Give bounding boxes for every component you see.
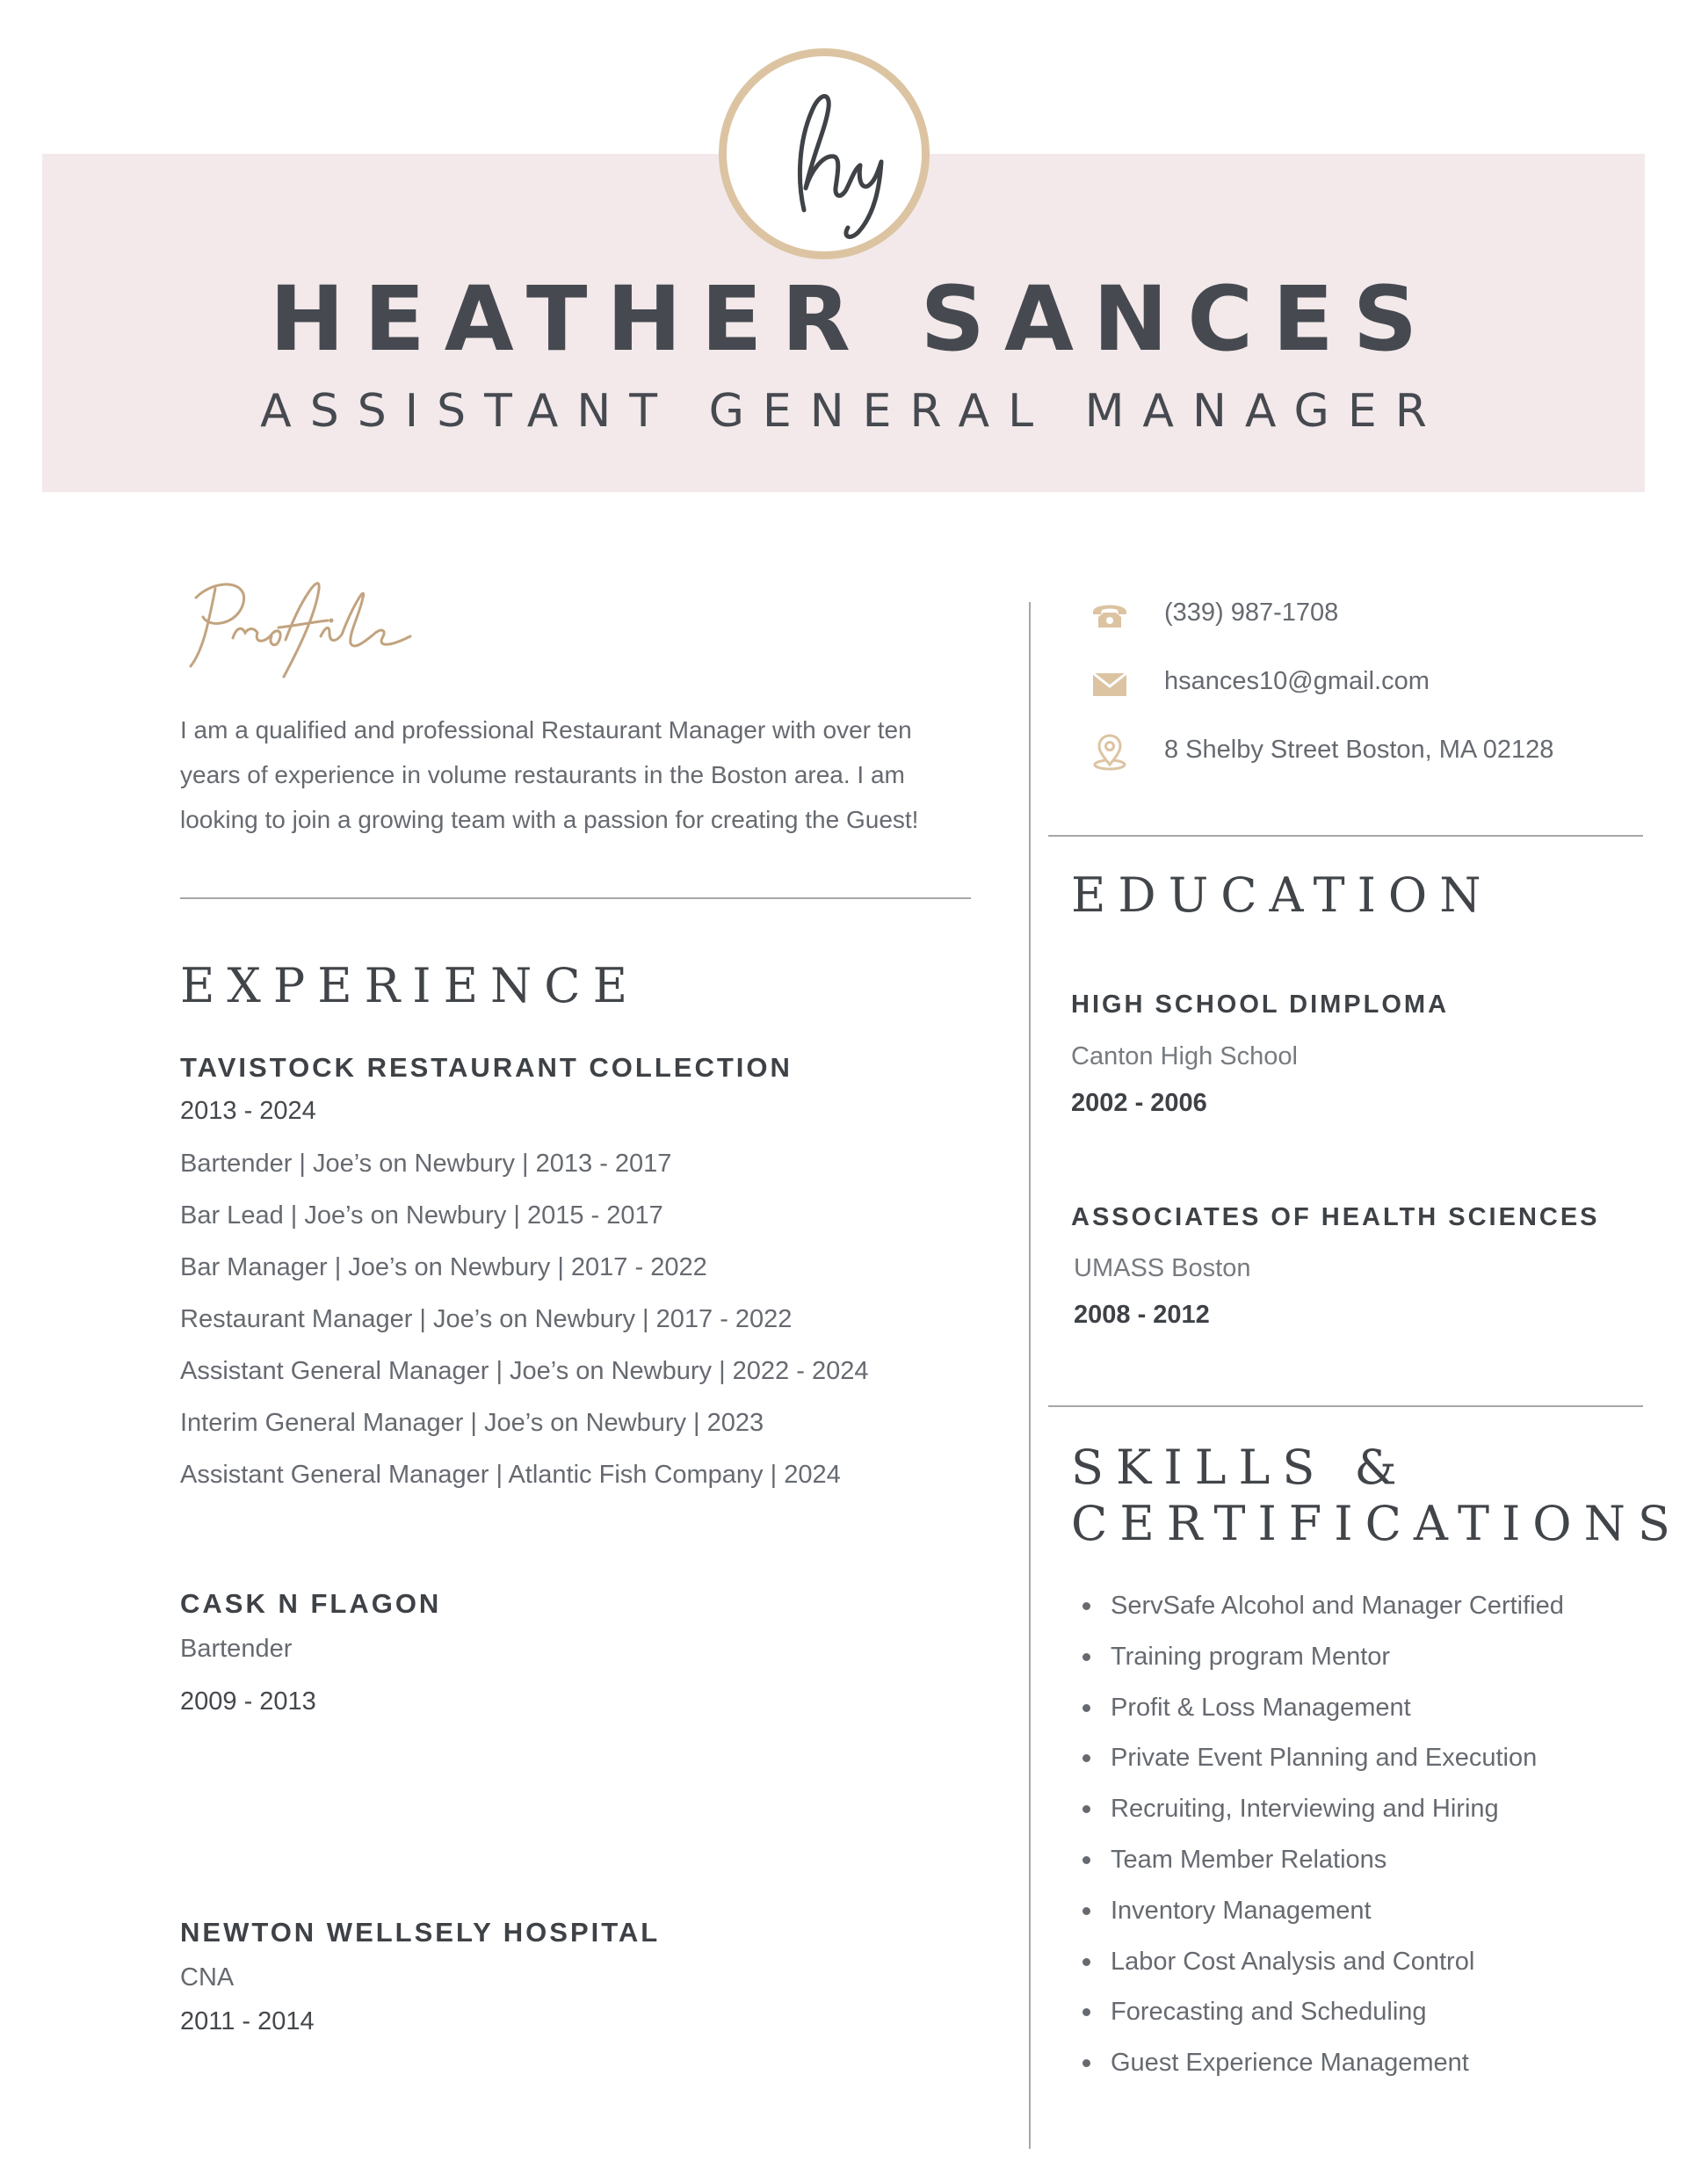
list-item [1082, 1894, 1564, 1945]
list-item [1082, 1995, 1564, 2046]
skill-text: Recruiting, Interviewing and Hiring [1111, 1795, 1499, 1824]
bullet-icon [1082, 1958, 1090, 1966]
contact-email-row [1090, 661, 1652, 705]
experience-heading: EXPERIENCE [180, 958, 641, 1013]
job-org-newton-wellsely: NEWTON WELLSELY HOSPITAL [180, 1917, 661, 1948]
bullet-icon [1082, 1602, 1090, 1610]
contact-email: hsances10@gmail.com [1164, 667, 1430, 695]
list-item: Bar Lead | Joe’s on Newbury | 2015 - 2017 [180, 1201, 663, 1230]
profile-summary [180, 707, 971, 842]
phone-icon [1090, 596, 1130, 635]
location-pin-icon [1090, 733, 1130, 772]
bullet-icon [1082, 1754, 1090, 1762]
skill-text: Guest Experience Management [1111, 2049, 1469, 2078]
profile-line: I am a qualified and professional Restaurant Manager with over ten [180, 716, 912, 744]
education-heading: EDUCATION [1071, 867, 1494, 923]
list-item [1082, 1843, 1564, 1894]
job-org-cask-n-flagon: CASK N FLAGON [180, 1588, 442, 1619]
bullet-icon [1082, 2059, 1090, 2067]
profile-script-heading [180, 562, 426, 686]
skill-text: Forecasting and Scheduling [1111, 1998, 1427, 2027]
contact-divider [1048, 835, 1643, 837]
skill-text: Profit & Loss Management [1111, 1693, 1411, 1722]
candidate-job-title: ASSISTANT GENERAL MANAGER [260, 385, 1445, 438]
email-icon [1090, 664, 1130, 703]
job-dates-newton-wellsely: 2011 - 2014 [180, 2007, 315, 2035]
skill-text: ServSafe Alcohol and Manager Certified [1111, 1592, 1564, 1620]
list-item: Restaurant Manager | Joe’s on Newbury | 2017 - 2022 [180, 1305, 793, 1333]
job-dates-tavistock: 2013 - 2024 [180, 1097, 316, 1125]
bullet-icon [1082, 1907, 1090, 1915]
profile-line: looking to join a growing team with a passion for creating the Guest! [180, 806, 919, 833]
skills-list [1082, 1589, 1564, 2097]
list-item: Interim General Manager | Joe’s on Newbury | 2023 [180, 1409, 764, 1437]
job-dates-cask-n-flagon: 2009 - 2013 [180, 1687, 316, 1716]
skills-heading [1071, 1440, 1683, 1552]
list-item [1082, 1945, 1564, 1996]
tavistock-roles-list [180, 1147, 868, 1510]
monogram-logo [719, 48, 930, 259]
list-item [1082, 1741, 1564, 1792]
edu-school-high-school: Canton High School [1071, 1042, 1298, 1070]
skill-text: Team Member Relations [1111, 1845, 1387, 1874]
skill-text: Training program Mentor [1111, 1642, 1391, 1671]
bullet-icon [1082, 1704, 1090, 1712]
candidate-name: HEATHER SANCES [269, 267, 1437, 372]
list-item [1082, 2046, 1564, 2097]
list-item [1082, 1589, 1564, 1640]
job-org-tavistock: TAVISTOCK RESTAURANT COLLECTION [180, 1052, 793, 1083]
contact-phone: (339) 987-1708 [1164, 599, 1339, 627]
column-divider [1029, 602, 1031, 2149]
contact-address: 8 Shelby Street Boston, MA 02128 [1164, 736, 1554, 764]
skills-heading-line: SKILLS & [1071, 1440, 1409, 1495]
edu-years-high-school: 2002 - 2006 [1071, 1089, 1207, 1117]
list-item: Assistant General Manager | Atlantic Fish Company | 2024 [180, 1461, 841, 1489]
list-item: Bartender | Joe’s on Newbury | 2013 - 2017 [180, 1150, 672, 1178]
contact-address-row [1090, 729, 1652, 773]
skills-heading-line: CERTIFICATIONS [1071, 1496, 1683, 1551]
job-role-newton-wellsely: CNA [180, 1963, 235, 1992]
edu-school-associates: UMASS Boston [1074, 1254, 1251, 1282]
bullet-icon [1082, 1805, 1090, 1813]
list-item [1082, 1691, 1564, 1742]
profile-line: years of experience in volume restaurants in the Boston area. I am [180, 761, 905, 788]
edu-degree-associates: ASSOCIATES OF HEALTH SCIENCES [1071, 1203, 1600, 1231]
profile-divider [180, 897, 971, 899]
skill-text: Inventory Management [1111, 1896, 1372, 1925]
list-item: Bar Manager | Joe’s on Newbury | 2017 - 2022 [180, 1253, 707, 1281]
list-item [1082, 1640, 1564, 1691]
bullet-icon [1082, 2008, 1090, 2016]
bullet-icon [1082, 1653, 1090, 1661]
monogram-hs-icon [727, 56, 922, 251]
list-item: Assistant General Manager | Joe’s on Newbury | 2022 - 2024 [180, 1357, 869, 1385]
job-role-cask-n-flagon: Bartender [180, 1635, 293, 1663]
skill-text: Private Event Planning and Execution [1111, 1744, 1538, 1773]
skill-text: Labor Cost Analysis and Control [1111, 1947, 1475, 1976]
education-divider [1048, 1405, 1643, 1407]
edu-degree-high-school: HIGH SCHOOL DIMPLOMA [1071, 990, 1450, 1019]
edu-years-associates: 2008 - 2012 [1074, 1301, 1210, 1329]
bullet-icon [1082, 1856, 1090, 1864]
list-item [1082, 1792, 1564, 1843]
contact-phone-row [1090, 592, 1652, 636]
